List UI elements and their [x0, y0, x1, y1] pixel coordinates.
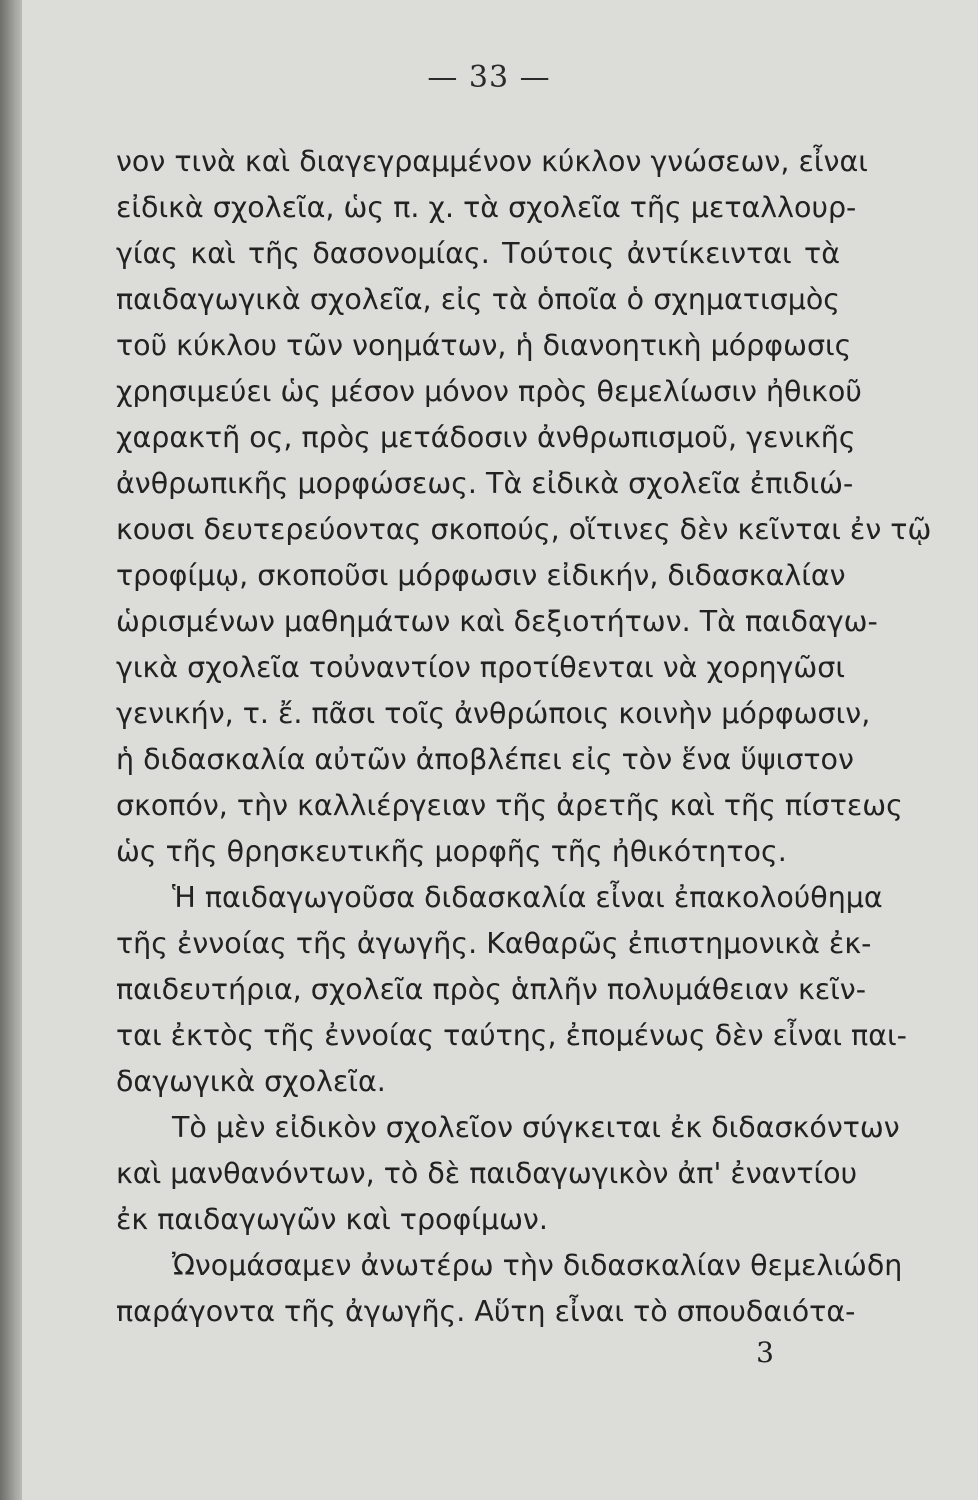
text-line: ται ἐκτὸς τῆς ἐννοίας ταύτης, ἐπομένως δὲν εἶναι παι- — [116, 1019, 907, 1052]
text-line: γίας καὶ τῆς δασονομίας. Τούτοις ἀντίκεινται τὰ — [116, 237, 840, 270]
text-line: τροφίμῳ, σκοποῦσι μόρφωσιν εἰδικήν, διδασκαλίαν — [116, 559, 846, 592]
signature-mark: 3 — [756, 1336, 774, 1369]
text-line: τοῦ κύκλου τῶν νοημάτων, ἡ διανοητικὴ μόρφωσις — [116, 329, 852, 362]
text-line: σκοπόν, τὴν καλλιέργειαν τῆς ἀρετῆς καὶ τῆς πίστεως — [116, 789, 903, 822]
text-line: ἡ διδασκαλία αὐτῶν ἀποβλέπει εἰς τὸν ἕνα ὕψιστον — [116, 743, 854, 776]
text-line: ὡς τῆς θρησκευτικῆς μορφῆς τῆς ἠθικότητος. — [116, 835, 787, 868]
text-line: παιδευτήρια, σχολεῖα πρὸς ἁπλῆν πολυμάθειαν κεῖν- — [116, 973, 867, 1006]
text-line: παιδαγωγικὰ σχολεῖα, εἰς τὰ ὁποῖα ὁ σχηματισμὸς — [116, 283, 840, 316]
paragraph-start-line: Ἡ παιδαγωγοῦσα διδασκαλία εἶναι ἐπακολούθημα — [172, 881, 883, 914]
text-line: γενικήν, τ. ἔ. πᾶσι τοῖς ἀνθρώποις κοινὴν μόρφωσιν, — [116, 697, 871, 730]
text-line: εἰδικὰ σχολεῖα, ὡς π. χ. τὰ σχολεῖα τῆς μεταλλουρ- — [116, 191, 857, 224]
text-line: νον τινὰ καὶ διαγεγραμμένον κύκλον γνώσεων, εἶναι — [116, 145, 868, 178]
text-line: τῆς ἐννοίας τῆς ἀγωγῆς. Καθαρῶς ἐπιστημονικὰ ἐκ- — [116, 927, 872, 960]
text-line: καὶ μανθανόντων, τὸ δὲ παιδαγωγικὸν ἀπ' ἐναντίου — [116, 1157, 858, 1190]
paragraph-start-line: Τὸ μὲν εἰδικὸν σχολεῖον σύγκειται ἐκ διδασκόντων — [172, 1111, 900, 1144]
text-line: παράγοντα τῆς ἀγωγῆς. Αὕτη εἶναι τὸ σπουδαιότα- — [116, 1295, 856, 1328]
paragraph-start-line: Ὠνομάσαμεν ἀνωτέρω τὴν διδασκαλίαν θεμελιώδη — [172, 1249, 903, 1282]
text-line: γικὰ σχολεῖα τοὐναντίον προτίθενται νὰ χορηγῶσι — [116, 651, 845, 684]
page-number-header: — 33 — — [427, 60, 551, 95]
text-line: χαρακτῆ ος, πρὸς μετάδοσιν ἀνθρωπισμοῦ, γενικῆς — [116, 421, 856, 454]
text-line: χρησιμεύει ὡς μέσον μόνον πρὸς θεμελίωσιν ἠθικοῦ — [116, 375, 862, 408]
text-line: ὡρισμένων μαθημάτων καὶ δεξιοτήτων. Τὰ παιδαγω- — [116, 605, 878, 638]
text-line: κουσι δευτερεύοντας σκοπούς, οἵτινες δὲν κεῖνται ἐν τῷ — [116, 513, 932, 546]
text-line: ἐκ παιδαγωγῶν καὶ τροφίμων. — [116, 1203, 548, 1236]
text-line: δαγωγικὰ σχολεῖα. — [116, 1065, 386, 1098]
text-line: ἀνθρωπικῆς μορφώσεως. Τὰ εἰδικὰ σχολεῖα ἐπιδιώ- — [116, 467, 854, 500]
